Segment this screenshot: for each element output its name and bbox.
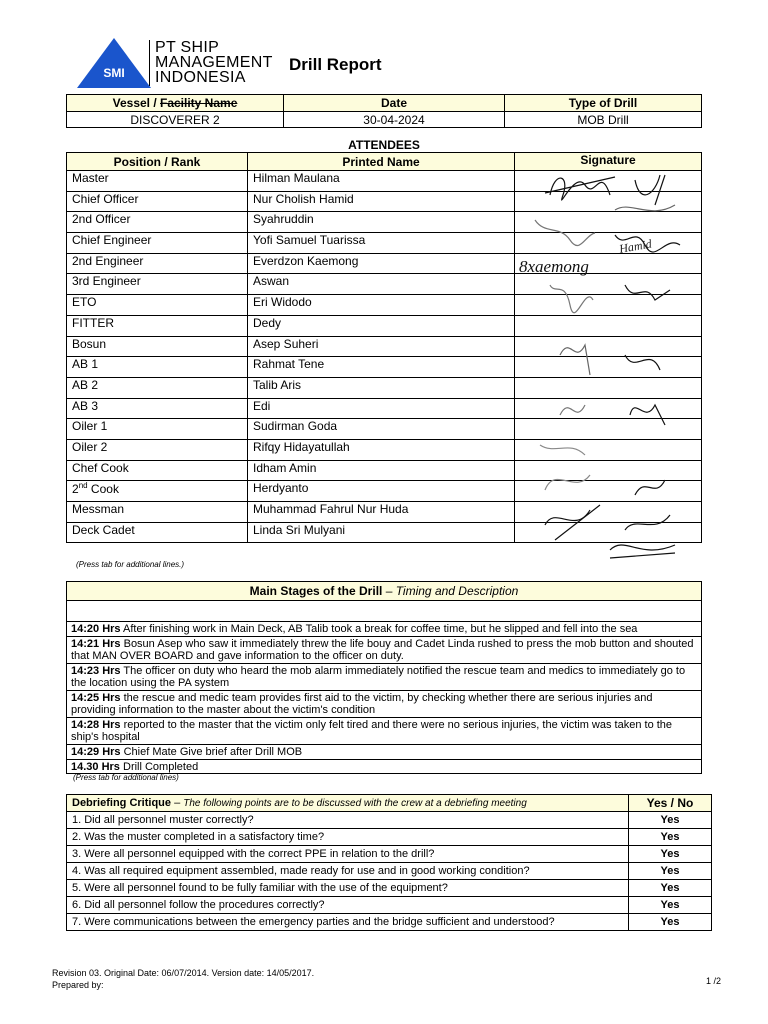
- stage-time: 14:25 Hrs: [71, 692, 121, 704]
- attendee-row: [67, 233, 702, 254]
- position-header: Position / Rank: [67, 153, 248, 171]
- drill-date: 30-04-2024: [284, 112, 505, 128]
- stages-section: [66, 581, 702, 774]
- company-line-2: MANAGEMENT: [155, 54, 273, 71]
- stages-note: (Press tab for additional lines): [73, 773, 179, 782]
- attendee-row: [67, 191, 702, 212]
- signature-text-kaemong: 8xaemong: [519, 257, 589, 276]
- attendee-position: Bosun: [67, 336, 248, 357]
- stages-spacer: [67, 601, 701, 621]
- attendee-signature: [515, 295, 702, 316]
- debrief-answer: Yes: [629, 846, 712, 863]
- stages-title: Main Stages of the Drill: [249, 584, 383, 598]
- debrief-row: [67, 846, 712, 863]
- attendee-signature: [515, 357, 702, 378]
- drill-type-header: Type of Drill: [505, 95, 702, 112]
- stage-row: [67, 759, 701, 774]
- attendee-position: ETO: [67, 295, 248, 316]
- attendee-row: [67, 377, 702, 398]
- attendee-position: Oiler 2: [67, 439, 248, 460]
- attendee-position: Chef Cook: [67, 460, 248, 481]
- debrief-title: Debriefing Critique: [72, 797, 172, 809]
- vessel-header-label: Vessel /: [112, 96, 160, 110]
- debrief-row: [67, 829, 712, 846]
- attendee-signature: [515, 274, 702, 295]
- debrief-row: [67, 914, 712, 931]
- debrief-row: [67, 880, 712, 897]
- stage-row: [67, 744, 701, 759]
- attendee-name: Muhammad Fahrul Nur Huda: [248, 502, 515, 523]
- name-header: Printed Name: [248, 153, 515, 171]
- stage-row: [67, 663, 701, 690]
- vessel-header: [67, 95, 284, 112]
- attendee-signature: [515, 439, 702, 460]
- debrief-answer: Yes: [629, 880, 712, 897]
- attendee-name: Nur Cholish Hamid: [248, 191, 515, 212]
- attendee-position: AB 2: [67, 377, 248, 398]
- attendee-row: [67, 274, 702, 295]
- attendee-signature: [515, 171, 702, 192]
- attendee-position: [67, 481, 248, 502]
- attendee-name: Talib Aris: [248, 377, 515, 398]
- debrief-answer: Yes: [629, 897, 712, 914]
- attendee-signature: [515, 233, 702, 254]
- attendee-row: [67, 460, 702, 481]
- stage-time: 14:23 Hrs: [71, 665, 121, 677]
- debrief-row: [67, 863, 712, 880]
- attendee-name: Hilman Maulana: [248, 171, 515, 192]
- stages-header: [67, 582, 701, 601]
- debrief-header: [67, 795, 629, 812]
- attendee-signature: [515, 460, 702, 481]
- facility-header-label: Facility Name: [160, 96, 238, 110]
- attendee-position: AB 3: [67, 398, 248, 419]
- attendee-name: Edi: [248, 398, 515, 419]
- debrief-question: 7. Were communications between the emergency parties and the bridge sufficient and understood?: [67, 914, 629, 931]
- stage-row: [67, 636, 701, 663]
- attendee-position: Messman: [67, 502, 248, 523]
- stage-text: Bosun Asep who saw it immediately threw the life bouy and Cadet Linda rushed to press the mob button and shouted that MAN OVER BOARD and gave information to the officer on duty.: [71, 638, 694, 662]
- stage-time: 14:20 Hrs: [71, 623, 121, 635]
- attendee-row: [67, 295, 702, 316]
- stage-text: the rescue and medic team provides first aid to the victim, by checking whether there are serious injuries and providing information to the master about the victim's condition: [71, 692, 653, 716]
- stage-text: After finishing work in Main Deck, AB Talib took a break for coffee time, but he slipped and fell into the sea: [120, 623, 638, 635]
- signature-stroke: [610, 545, 675, 558]
- stage-row: [67, 717, 701, 744]
- attendee-position: Chief Engineer: [67, 233, 248, 254]
- attendee-position: 2nd Engineer: [67, 253, 248, 274]
- attendee-position: 2nd Officer: [67, 212, 248, 233]
- debrief-table: [66, 794, 712, 931]
- attendees-title: ATTENDEES: [348, 138, 420, 152]
- stages-subtitle: Timing and Description: [395, 584, 519, 598]
- stage-time: 14:28 Hrs: [71, 719, 121, 731]
- debrief-row: [67, 812, 712, 829]
- stage-time: 14:21 Hrs: [71, 638, 121, 650]
- debrief-answer: Yes: [629, 863, 712, 880]
- debrief-title-separator: –: [171, 797, 184, 809]
- debrief-question: 5. Were all personnel found to be fully familiar with the use of the equipment?: [67, 880, 629, 897]
- attendee-name: Asep Suheri: [248, 336, 515, 357]
- company-name: [155, 40, 273, 85]
- signature-text-hamid: Hamid: [618, 236, 653, 256]
- attendee-signature: [515, 377, 702, 398]
- attendee-name: Idham Amin: [248, 460, 515, 481]
- debrief-question: 2. Was the muster completed in a satisfactory time?: [67, 829, 629, 846]
- attendee-signature: [515, 398, 702, 419]
- logo-text: SMI: [103, 66, 125, 80]
- debrief-subtitle: The following points are to be discussed with the crew at a debriefing meeting: [183, 798, 527, 809]
- attendee-row: [67, 481, 702, 502]
- yes-no-header: Yes / No: [629, 795, 712, 812]
- position-superscript: nd: [78, 481, 88, 491]
- attendee-row: [67, 253, 702, 274]
- stage-text: Chief Mate Give brief after Drill MOB: [120, 746, 303, 758]
- attendee-row: [67, 522, 702, 543]
- attendee-name: Rifqy Hidayatullah: [248, 439, 515, 460]
- attendee-name: Rahmat Tene: [248, 357, 515, 378]
- attendee-signature: [515, 522, 702, 543]
- stage-text: Drill Completed: [119, 761, 199, 773]
- stage-row: [67, 690, 701, 717]
- attendee-row: [67, 212, 702, 233]
- vessel-table: [66, 94, 702, 128]
- attendees-note: (Press tab for additional lines.): [76, 560, 185, 569]
- stage-row: [67, 621, 701, 636]
- attendee-row: [67, 171, 702, 192]
- position-text-rest: Cook: [87, 482, 119, 497]
- debrief-answer: Yes: [629, 829, 712, 846]
- attendee-row: [67, 398, 702, 419]
- stages-title-separator: –: [382, 584, 396, 598]
- attendee-row: [67, 502, 702, 523]
- attendee-name: Sudirman Goda: [248, 419, 515, 440]
- drill-type: MOB Drill: [505, 112, 702, 128]
- revision-info: Revision 03. Original Date: 06/07/2014. Version date: 14/05/2017.: [52, 968, 315, 978]
- vessel-name: DISCOVERER 2: [67, 112, 284, 128]
- attendee-position: AB 1: [67, 357, 248, 378]
- attendee-name: Eri Widodo: [248, 295, 515, 316]
- debrief-answer: Yes: [629, 812, 712, 829]
- attendee-name: Linda Sri Mulyani: [248, 522, 515, 543]
- attendee-signature: [515, 253, 702, 274]
- signature-header: Signature: [515, 153, 702, 171]
- attendee-name: Syahruddin: [248, 212, 515, 233]
- stage-text: reported to the master that the victim only felt tired and there were no serious injuries, the victim was taken to the ship's hospital: [71, 719, 673, 743]
- attendee-row: [67, 439, 702, 460]
- debrief-question: 6. Did all personnel follow the procedures correctly?: [67, 897, 629, 914]
- debrief-answer: Yes: [629, 914, 712, 931]
- stage-time: 14:29 Hrs: [71, 746, 121, 758]
- company-logo: [77, 38, 151, 88]
- attendee-name: Everdzon Kaemong: [248, 253, 515, 274]
- attendee-position: Oiler 1: [67, 419, 248, 440]
- attendee-signature: [515, 315, 702, 336]
- attendee-position: FITTER: [67, 315, 248, 336]
- stage-time: 14.30 Hrs: [71, 761, 120, 773]
- document-title: Drill Report: [289, 55, 382, 74]
- debrief-question: 1. Did all personnel muster correctly?: [67, 812, 629, 829]
- logo-divider: [149, 40, 150, 86]
- page-number: 1 /2: [706, 976, 722, 986]
- attendee-name: Yofi Samuel Tuarissa: [248, 233, 515, 254]
- attendee-row: [67, 419, 702, 440]
- attendees-table: [66, 152, 702, 543]
- attendee-position: 3rd Engineer: [67, 274, 248, 295]
- attendee-row: [67, 315, 702, 336]
- debrief-row: [67, 897, 712, 914]
- attendee-signature: [515, 419, 702, 440]
- attendee-position: Chief Officer: [67, 191, 248, 212]
- attendee-signature: [515, 336, 702, 357]
- company-line-3: INDONESIA: [155, 69, 246, 86]
- attendee-position: Master: [67, 171, 248, 192]
- stages-list: [67, 621, 701, 774]
- attendee-name: Aswan: [248, 274, 515, 295]
- attendee-row: [67, 336, 702, 357]
- attendee-name: Dedy: [248, 315, 515, 336]
- position-text: 2: [72, 482, 79, 497]
- attendee-signature: [515, 502, 702, 523]
- attendee-signature: [515, 191, 702, 212]
- debrief-question: 3. Were all personnel equipped with the correct PPE in relation to the drill?: [67, 846, 629, 863]
- attendee-row: [67, 357, 702, 378]
- attendee-signature: [515, 481, 702, 502]
- debrief-question: 4. Was all required equipment assembled, made ready for use and in good working condition?: [67, 863, 629, 880]
- stage-text: The officer on duty who heard the mob alarm immediately notified the rescue team and medics to immediately go to the location using the PA system: [71, 665, 686, 689]
- attendee-position: Deck Cadet: [67, 522, 248, 543]
- prepared-by: Prepared by:: [52, 980, 104, 990]
- date-header: Date: [284, 95, 505, 112]
- attendee-name: Herdyanto: [248, 481, 515, 502]
- company-line-1: PT SHIP: [155, 39, 220, 56]
- attendee-signature: [515, 212, 702, 233]
